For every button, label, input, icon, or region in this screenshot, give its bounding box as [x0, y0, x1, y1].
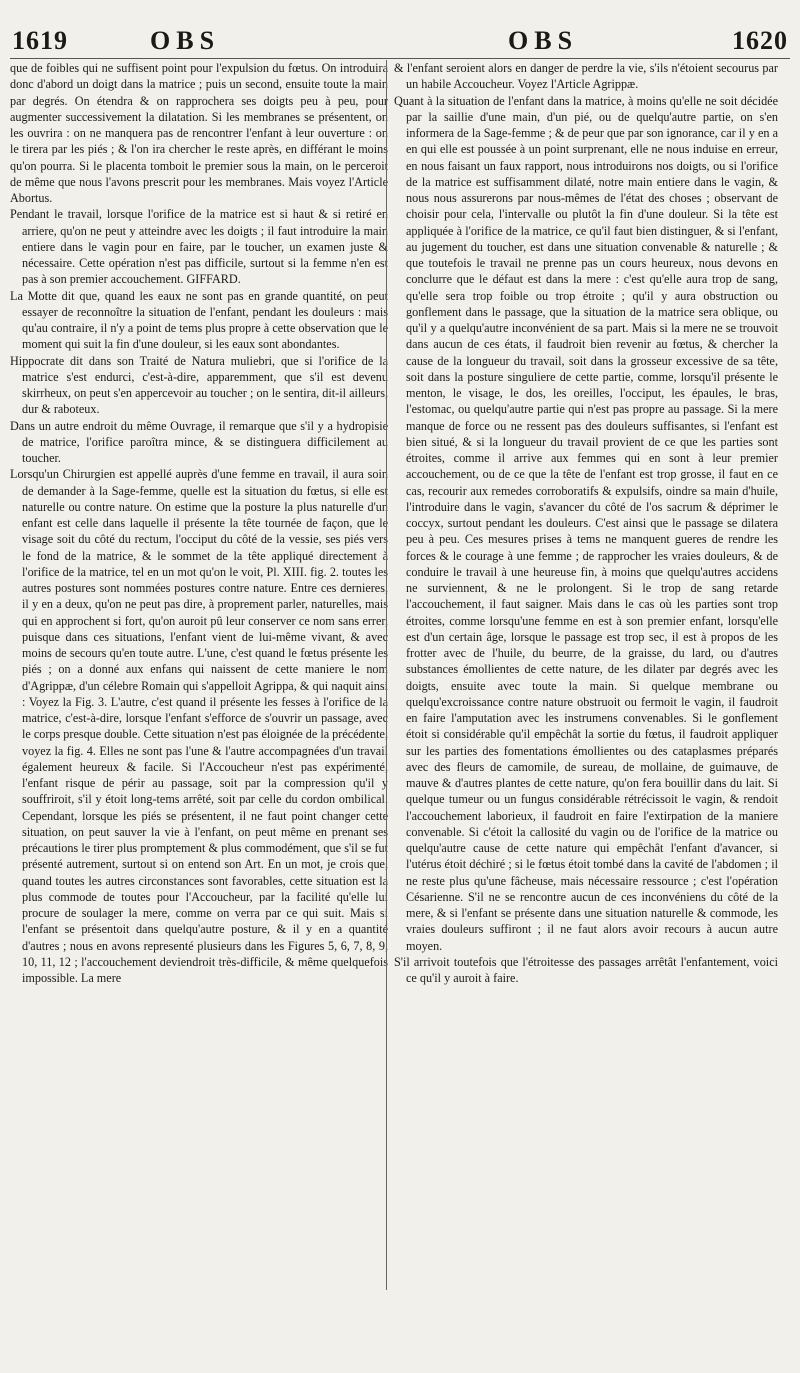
paragraph: S'il arrivoit toutefois que l'étroitesse des passages arrêtât l'enfantement, voici ce qu'il y auroit à faire. — [394, 954, 778, 985]
paragraph: Lorsqu'un Chirurgien est appellé auprès d'une femme en travail, il aura soin de demander à la Sage-femme, quelle est la situation du fœtus, si elle est naturelle ou contre nature. On estime que la posture la plus naturelle d'un enfant est celle dans laquelle il présente la tête tournée de façon, que le visage soit du côté du rectum, l'occiput du côté de la vessie, ses piés vers le fond de la matrice, & le sommet de la tête appliqué directement à l'orifice de la matrice, tel en un mot qu'on le voit, Pl. XIII. fig. 2. toutes les autres postures sont nommées postures contre nature. Entre ces dernieres, il y en a deux, qu'on ne peut pas dire, à proprement parler, naturelles, mais qui en approchent si fort, qu'on auroit pû leur conserver ce nom sans errer, puisque dans ces situations, l'enfant vient de lui-même vivant, & avec moins de secours qu'en toute autre. L'une, c'est quand le fœtus présente les piés ; on a donné aux enfans qui naissent de cette maniere le nom d'Agrippæ, d'un célebre Romain qui s'appelloit Agrippa, & qui naquit ainsi : Voyez la Fig. 3. L'autre, c'est quand il présente les fesses à l'orifice de la matrice, c'est-à-dire, lorsque l'enfant s'efforce de s'ouvrir un passage, avec le corps presque double. Cette situation n'est pas éloignée de la précédente, voyez la fig. 4. Elles ne sont pas l'une & l'autre accompagnées d'un travail également heureux & facile. Si l'Accoucheur n'est pas expérimenté, l'enfant risque de périr au passage, soit par la compression qu'il y souffriroit, s'il y étoit long-tems arrêté, soit par celle du cordon ombilical. Cependant, lorsque les piés se présentent, il ne faut point changer cette situation, on peut sauver la vie à l'enfant, on peut même en prenant ses précautions le tirer plus promptement & plus commodément, que s'il se fut présenté autrement, surtout si on entend son Art. En un mot, je crois que, quand toutes les autres circonstances sont favorables, cette situation est la plus commode de toutes pour l'Accoucheur, par la facilité qu'elle lui procure de soulager la mere, comme on verra par ce qui suit. Mais si l'enfant se présentoit dans quelqu'autre posture, & il y en a quantité d'autres ; nous en avons representé plusieurs dans les Figures 5, 6, 7, 8, 9, 10, 11, 12 ; l'accouchement deviendroit très-difficile, & même quelquefois impossible. La mere — [10, 467, 388, 985]
paragraph: que de foibles qui ne suffisent point pour l'expulsion du fœtus. On introduira donc d'abord un doigt dans la matrice ; puis un second, ensuite toute la main par degrés. On étendra & on rapprochera ses doigts peu à peu, pour augmenter successivement la dilatation. Si les membranes se présentent, on les ouvrira : on ne manquera pas de rencontrer l'enfant à leur ouverture : on le tirera par les piés ; & l'on ira chercher le reste après, en différant le moins qu'on pourra. Si le placenta tomboit le premier sous la main, on le perceroit de même que nous l'avons prescrit pour les membranes. Mais voyez l'Article Abortus. — [10, 61, 388, 205]
paragraph: & l'enfant seroient alors en danger de perdre la vie, s'ils n'étoient secourus par un habile Accoucheur. Voyez l'Article Agrippæ. — [394, 61, 778, 92]
right-column — [394, 60, 778, 986]
paragraph: La Motte dit que, quand les eaux ne sont pas en grande quantité, on peut essayer de reconnoître la situation de l'enfant, pendant les douleurs : mais qu'au contraire, il n'y a point de tems plus propre à cette observation que le moment qui suit la fin d'une douleur, si les eaux sont abondantes. — [10, 288, 388, 352]
paragraph: Dans un autre endroit du même Ouvrage, il remarque que s'il y a hydropisie de matrice, l'orifice paroîtra mince, & se distinguera difficilement au toucher. — [10, 418, 388, 465]
paragraph: Quant à la situation de l'enfant dans la matrice, à moins qu'elle ne soit décidée par la saillie d'une main, d'un pié, ou de quelqu'autre partie, on s'en informera de la Sage-femme ; & de peur que par son ignorance, car il y en a en qui elle est poussée à un point surprenant, elle ne nous induise en erreur, en nous faisant un faux rapport, nous introduirons nos doigts, ou si l'orifice de la matrice est suffisamment dilaté, notre main entiere dans le vagin, & nous nous assurerons par nous-mêmes de l'état des choses ; observant de choisir pour cela, l'intervalle ou plutôt la fin d'une douleur. Si la tête est appliquée à l'orifice de la matrice, ce qu'il faut bien distinguer, & si l'enfant, au jugement du toucher, est dans une situation convenable & naturelle ; & que toutefois le travail ne prenne pas un cours heureux, nous devons en conclurre que le défaut est dans la mere : c'est qu'elle aura trop de sang, qu'elle sera trop foible ou trop étroite ; qu'il y aura obstruction ou gonflement dans le passage, que la situation de la matrice sera oblique, ou qu'il y a quelqu'autre inconvénient de sa part. Mais si la mere ne se trouvoit dans aucun de ces états, il faudroit bien revenir au fœtus, & chercher la cause de la longueur du travail, soit dans la grosseur excessive de sa tête, soit dans la posture singuliere de cette partie, comme, lorsqu'il présente le menton, le visage, le dos, les oreilles, l'occiput, les épaules, le bras, l'estomac, ou quelqu'autre partie qui n'est pas propre au passage. Si la mere manque de force ou ne ressent pas des douleurs suffisantes, si l'enfant est bien situé, & si la longueur du travail provient de ce que les parties sont étroites, comme il arrive aux femmes qui en sont à leur premier accouchement, ou de ce que la tête de l'enfant est trop grosse, il faut en ce cas, recourir aux remedes corroboratifs & expulsifs, oindre sa main d'huile, l'introduire dans le vagin, s'avancer du côté de l'os sacrum & déprimer le coccyx, surtout pendant les douleurs. C'est ainsi que le passage se dilatera peu à peu. Ces mesures prises à tems ne manquent gueres de rendre les forces & le courage à une femme ; de rapprocher les vraies douleurs, & de conduire le travail à une heureuse fin, à moins que quelqu'autres accidens ne surviennent, & ne le prolongent. Si le trop de sang retarde l'accouchement, il faut saigner. Mais dans le cas où les parties sont trop étroites, comme lorsqu'une femme en est à son premier enfant, lorsqu'elle est d'un certain âge, lorsque le passage est trop sec, il est à propos de les frotter avec de l'huile, du beurre, de la graisse, du lard, ou d'autres substances émollientes de cette nature, de les dilater par degrés avec les doigts, ensuite avec toute la main. Si quelque membrane ou quelqu'excroissance contre nature obstruoit ou fermoit le vagin, il faudroit en faire l'amputation avec les instrumens convenables. Si le gonflement étoit si considérable qu'il empêchât la sortie du fœtus, il faudroit appliquer sur les parties des fomentations émollientes ou des cataplasmes préparés avec des fleurs de camomile, de sureau, de mollaine, de guimauve, de mauve & d'autres plantes de cette nature, qu'on fera bouillir dans du lait. Si quelque tumeur ou un fungus considérable rétrécissoit le vagin, & rendoit l'accouchement laborieux, il faudroit en faire l'extirpation de la maniere convenable. Si c'étoit la callosité du vagin ou de l'orifice de la matrice ou quelqu'autre cause de cette nature qui empêchât l'enfant d'avancer, si l'utérus étoit déchiré ; si le fœtus étoit tombé dans la cavité de l'abdomen ; il ne reste plus qu'une fâcheuse, mais nécessaire ressource ; c'est l'opération Césarienne. S'il ne se rencontre aucun de ces inconvéniens du côté de la mere, & si l'enfant se présente dans une situation naturelle & commode, les vraies douleurs suffiront ; il ne faut alors avoir recours à aucun autre moyen. — [394, 93, 778, 953]
left-page-number: 1619 — [12, 26, 68, 55]
header-rule — [10, 58, 790, 59]
left-column — [10, 60, 388, 986]
column-divider — [386, 60, 387, 1290]
right-running-head: OBS — [508, 26, 579, 55]
paragraph: Pendant le travail, lorsque l'orifice de la matrice est si haut & si retiré en arriere, qu'on ne peut y atteindre avec les doigts ; il faut introduire la main entiere dans le vagin pour en faire, par le toucher, un examen juste & nécessaire. Cette opération n'est pas difficile, surtout si la femme n'en est pas à son premier accouchement. GIFFARD. — [10, 207, 388, 287]
running-header — [0, 0, 800, 60]
left-running-head: OBS — [150, 26, 221, 55]
right-page-number: 1620 — [732, 26, 788, 55]
paragraph: Hippocrate dit dans son Traité de Natura muliebri, que si l'orifice de la matrice s'est endurci, c'est-à-dire, apparemment, que s'il est devenu skirrheux, on peut s'en appercevoir au toucher ; on le sentira, dit-il ailleurs, dur & raboteux. — [10, 353, 388, 417]
